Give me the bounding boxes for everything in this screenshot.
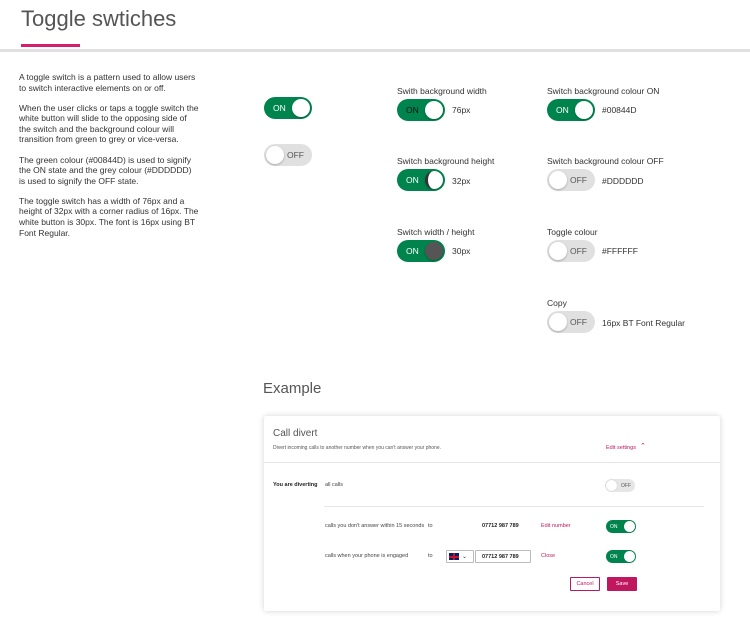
country-code-select[interactable] [446, 550, 474, 563]
spec-label-copy: Copy [547, 298, 567, 308]
divider [264, 462, 720, 463]
phone-number-input[interactable]: 07712 987 789 [475, 550, 531, 563]
toggle-knob [575, 101, 593, 119]
uk-flag-icon [449, 553, 459, 560]
example-title: Example [263, 380, 322, 397]
title-underline [21, 44, 80, 47]
chevron-down-icon: ⌄ [462, 554, 468, 560]
spec-label-colour-off: Switch background colour OFF [547, 156, 664, 166]
toggle-label: ON [610, 523, 618, 530]
row2-to: to [428, 553, 433, 559]
toggle-label: ON [273, 103, 286, 113]
you-are-diverting-label: You are diverting [273, 482, 318, 488]
spec-toggle-colour-off[interactable] [547, 169, 595, 191]
call-divert-card [264, 416, 720, 611]
row2-label: calls when your phone is engaged [325, 553, 409, 559]
spec-value-toggle-colour: #FFFFFF [602, 246, 638, 256]
toggle-knob [425, 242, 443, 260]
toggle-label: ON [406, 175, 419, 185]
description-paragraph: The toggle switch has a width of 76px and a height of 32px with a corner radius of 16px. The white button is 30px. The font is 16px using BT Font Regular. [19, 195, 199, 238]
description-paragraph: When the user clicks or taps a toggle switch the white button will slide to the opposing side of the switch and the background colour will transition from green to grey or vice-versa. [19, 102, 199, 145]
page-title: Toggle swtiches [21, 6, 177, 31]
spec-value-bg-width: 76px [452, 105, 471, 115]
spec-value-bg-height: 32px [452, 176, 471, 186]
toggle-label: OFF [621, 482, 631, 489]
toggle-knob [624, 551, 635, 562]
edit-number-link[interactable]: Edit number [541, 523, 571, 529]
chevron-up-icon[interactable]: ⌃ [640, 443, 646, 450]
toggle-label: OFF [287, 150, 304, 160]
spec-label-bg-height: Switch background height [397, 156, 495, 166]
demo-toggle-on[interactable] [264, 97, 312, 119]
spec-toggle-bg-width[interactable] [397, 99, 445, 121]
toggle-knob [624, 521, 635, 532]
card-heading: Call divert [273, 428, 318, 439]
description-paragraph: A toggle switch is a pattern used to allow users to switch interactive elements on or off. [19, 72, 196, 93]
cancel-button[interactable]: Cancel [570, 577, 600, 591]
spec-toggle-wh[interactable] [397, 240, 445, 262]
toggle-label: OFF [570, 246, 587, 256]
description [19, 72, 199, 248]
row1-to: to [428, 523, 433, 529]
row1-number: 07712 987 789 [482, 523, 519, 529]
spec-label-wh: Switch width / height [397, 227, 475, 237]
header-divider [0, 49, 750, 52]
toggle-knob [425, 171, 443, 189]
toggle-knob [266, 146, 284, 164]
toggle-knob [606, 480, 617, 491]
edit-settings-link[interactable]: Edit settings [606, 445, 636, 451]
row1-toggle[interactable] [606, 520, 636, 533]
spec-value-copy: 16px BT Font Regular [602, 318, 685, 328]
all-calls-label: all calls [325, 482, 344, 488]
spec-toggle-colour-on[interactable] [547, 99, 595, 121]
spec-value-colour-off: #DDDDDD [602, 176, 644, 186]
spec-label-bg-width: Swith background width [397, 86, 487, 96]
close-link[interactable]: Close [541, 553, 556, 559]
row2-toggle[interactable] [606, 550, 636, 563]
toggle-label: ON [406, 246, 419, 256]
toggle-knob [549, 313, 567, 331]
spec-toggle-copy[interactable] [547, 311, 595, 333]
row1-label: calls you don't answer within 15 seconds [325, 523, 425, 529]
toggle-label: OFF [570, 317, 587, 327]
divider [324, 506, 704, 507]
spec-label-colour-on: Switch background colour ON [547, 86, 660, 96]
spec-toggle-bg-height[interactable] [397, 169, 445, 191]
all-calls-toggle[interactable] [605, 479, 635, 492]
spec-toggle-toggle-colour[interactable] [547, 240, 595, 262]
toggle-knob [549, 242, 567, 260]
toggle-knob [292, 99, 310, 117]
toggle-knob [549, 171, 567, 189]
spec-label-toggle-colour: Toggle colour [547, 227, 598, 237]
spec-value-wh: 30px [452, 246, 471, 256]
toggle-label: ON [406, 105, 419, 115]
card-subheading: Divert incoming calls to another number when you can't answer your phone. [273, 445, 441, 451]
toggle-label: ON [610, 553, 618, 560]
toggle-knob [425, 101, 443, 119]
toggle-label: OFF [570, 175, 587, 185]
description-paragraph: The green colour (#00844D) is used to signify the ON state and the grey colour (#DDDDDD) is used to signify the OFF state. [19, 154, 192, 186]
spec-value-colour-on: #00844D [602, 105, 637, 115]
save-button[interactable]: Save [607, 577, 637, 591]
toggle-label: ON [556, 105, 569, 115]
demo-toggle-off[interactable] [264, 144, 312, 166]
